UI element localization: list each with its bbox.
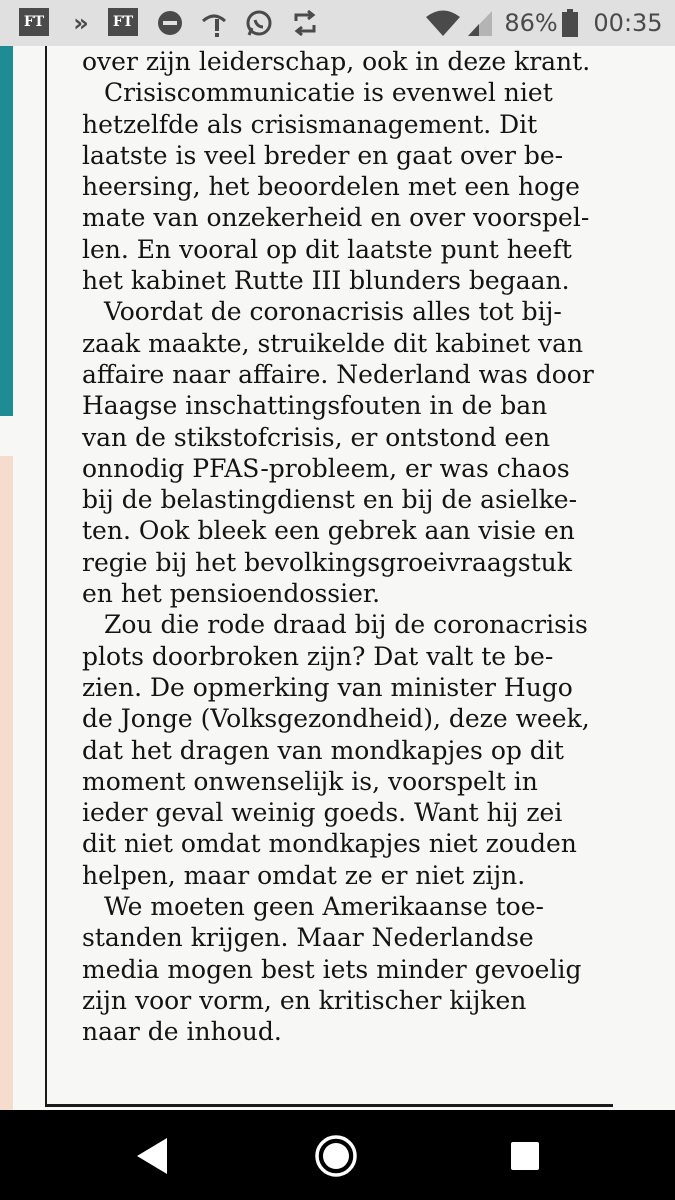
text-line: onnodig PFAS-probleem, er was chaos (82, 453, 570, 483)
battery-percent: 86% (504, 9, 558, 37)
article-text (82, 46, 652, 1048)
recents-button[interactable] (503, 1134, 547, 1178)
adjacent-column-edge (0, 456, 13, 1110)
text-line: Voordat de coronacrisis alles tot bij- (104, 297, 562, 327)
text-line: len. En vooral op dit laatste punt heeft (82, 234, 572, 264)
text-line: van de stikstofcrisis, er ontstond een (82, 422, 551, 452)
text-line: helpen, maar omdat ze er niet zijn. (82, 860, 526, 890)
column-bottom-rule (45, 1104, 613, 1107)
back-icon (133, 1136, 169, 1176)
text-line: zien. De opmerking van minister Hugo (82, 672, 573, 702)
text-line: en het pensioendossier. (82, 579, 381, 609)
cell-signal-icon (466, 8, 494, 38)
clock: 00:35 (593, 9, 663, 37)
text-line: media mogen best iets minder gevoelig (82, 954, 582, 984)
battery-icon (560, 8, 580, 38)
status-bar (0, 0, 675, 46)
text-line: ieder geval weinig goeds. Want hij zei (82, 798, 563, 828)
home-icon (314, 1134, 358, 1178)
text-line: standen krijgen. Maar Nederlandse (82, 923, 534, 953)
text-line: mate van onzekerheid en over voorspel- (82, 203, 590, 233)
ft-app-icon: FT (19, 8, 49, 36)
do-not-disturb-icon (155, 8, 185, 38)
back-button[interactable] (129, 1134, 173, 1178)
text-line: zaak maakte, struikelde dit kabinet van (82, 328, 584, 358)
text-line: heersing, het beoordelen met een hoge (82, 172, 580, 202)
text-line: moment onwenselijk is, voorspelt in (82, 766, 538, 796)
wifi-icon (425, 8, 461, 38)
text-line: hetzelfde als crisismanagement. Dit (82, 109, 538, 139)
text-line: regie bij het bevolkingsgroeivraagstuk (82, 547, 572, 577)
text-line: dat het dragen van mondkapjes op dit (82, 735, 564, 765)
recents-icon (507, 1138, 543, 1174)
text-line: het kabinet Rutte III blunders begaan. (82, 266, 570, 296)
text-line: plots doorbroken zijn? Dat valt te be- (82, 641, 554, 671)
text-line: over zijn leiderschap, ook in deze krant. (82, 47, 591, 76)
text-line: Haagse inschattingsfouten in de ban (82, 391, 548, 421)
text-line: bij de belastingdienst en bij de asielke- (82, 485, 578, 515)
text-line: We moeten geen Amerikaanse toe- (104, 892, 544, 922)
wifi-alert-icon (200, 8, 228, 38)
text-line: naar de inhoud. (82, 1017, 282, 1047)
newspaper-page[interactable] (0, 46, 675, 1110)
ft-app-icon: FT (108, 8, 138, 36)
text-line: Crisiscommunicatie is evenwel niet (104, 78, 553, 108)
home-button[interactable] (314, 1134, 358, 1178)
adjacent-column-edge (0, 46, 13, 416)
double-chevron-icon: » (73, 9, 89, 37)
text-line: laatste is veel breder en gaat over be- (82, 140, 564, 170)
text-line: ten. Ook bleek een gebrek aan visie en (82, 516, 575, 546)
whatsapp-icon (244, 8, 274, 38)
navigation-bar (0, 1110, 675, 1200)
text-line: dit niet omdat mondkapjes niet zouden (82, 829, 577, 859)
column-divider (45, 46, 47, 1106)
sync-icon (290, 8, 320, 38)
text-line: Zou die rode draad bij de coronacrisis (104, 610, 588, 640)
text-line: de Jonge (Volksgezondheid), deze week, (82, 704, 590, 734)
text-line: affaire naar affaire. Nederland was door (82, 359, 594, 389)
text-line: zijn voor vorm, en kritischer kijken (82, 985, 527, 1015)
